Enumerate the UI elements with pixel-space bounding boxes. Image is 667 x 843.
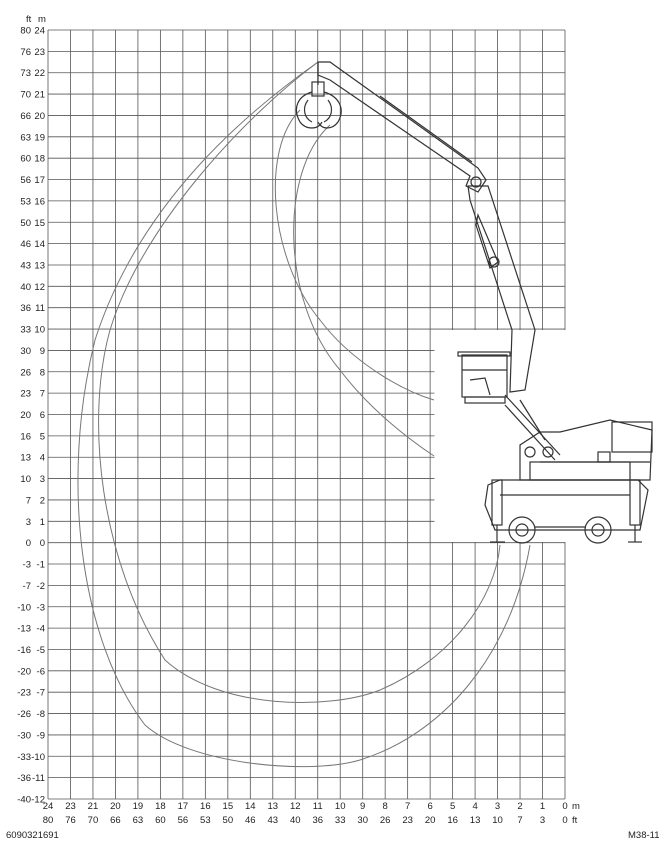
y-tick-label-ft: 10	[20, 474, 31, 486]
y-tick-label-ft: 33	[20, 324, 31, 336]
x-tick-label-m: 5	[449, 801, 456, 812]
y-tick-label-ft: 43	[20, 260, 31, 272]
y-tick-label-m: -10	[31, 751, 45, 763]
x-tick-label-ft: 23	[402, 815, 413, 826]
x-tick-label-ft: 66	[110, 815, 121, 826]
y-tick-label-m: -4	[36, 623, 45, 635]
y-tick-label-ft: 73	[20, 68, 31, 80]
y-tick-label-ft: -3	[22, 559, 31, 571]
x-tick-label-ft: 26	[379, 815, 391, 826]
y-tick-label-ft: 53	[20, 196, 31, 208]
x-axis-ft-unit: ft	[572, 815, 578, 826]
y-tick-label-m: -8	[36, 709, 45, 721]
y-tick-label-m: -11	[31, 773, 45, 785]
y-tick-label-ft: 76	[20, 46, 31, 58]
y-tick-label-ft: 36	[20, 303, 31, 315]
y-tick-label-m: 18	[34, 153, 45, 165]
y-tick-label-m: 1	[39, 516, 45, 528]
y-tick-label-m: 2	[39, 495, 45, 507]
y-tick-label-ft: 23	[20, 388, 31, 400]
y-tick-label-ft: 66	[20, 110, 31, 122]
x-tick-label-m: 1	[539, 801, 546, 812]
x-tick-label-m: 3	[494, 801, 501, 812]
y-tick-label-ft: 60	[20, 153, 31, 165]
x-tick-label-m: 21	[87, 801, 99, 812]
x-tick-label-ft: 60	[155, 815, 166, 826]
x-tick-label-ft: 16	[447, 815, 458, 826]
y-tick-label-ft: -10	[17, 602, 31, 614]
y-tick-label-ft: 16	[20, 431, 31, 443]
y-tick-label-ft: 56	[20, 175, 31, 187]
y-tick-label-ft: -36	[17, 773, 31, 785]
x-tick-label-ft: 56	[177, 815, 189, 826]
x-tick-label-ft: 3	[539, 815, 546, 826]
y-tick-label-m: 9	[39, 345, 45, 357]
y-tick-label-m: 14	[34, 239, 45, 251]
x-tick-label-ft: 10	[492, 815, 503, 826]
x-tick-label-ft: 20	[424, 815, 436, 826]
x-tick-label-m: 13	[267, 801, 279, 812]
y-tick-label-m: 16	[34, 196, 45, 208]
y-tick-label-m: 24	[34, 25, 45, 37]
y-tick-label-ft: -30	[17, 730, 31, 742]
y-tick-label-m: 17	[34, 175, 45, 187]
x-tick-label-ft: 0	[562, 815, 568, 826]
y-tick-label-m: -7	[36, 687, 45, 699]
y-tick-label-ft: -7	[22, 580, 31, 592]
x-tick-label-ft: 53	[200, 815, 211, 826]
y-tick-label-m: 19	[34, 132, 45, 144]
x-tick-label-m: 14	[245, 801, 256, 812]
x-tick-label-ft: 36	[312, 815, 324, 826]
x-tick-label-ft: 40	[289, 815, 301, 826]
x-tick-label-m: 18	[155, 801, 166, 812]
y-tick-label-ft: -20	[17, 666, 31, 678]
y-tick-label-m: -12	[31, 794, 45, 806]
y-tick-label-ft: -40	[17, 794, 31, 806]
x-tick-label-m: 16	[200, 801, 211, 812]
machine-cutout	[435, 330, 566, 542]
y-tick-label-m: 8	[39, 367, 45, 379]
x-tick-label-m: 10	[334, 801, 346, 812]
x-tick-label-m: 2	[517, 801, 523, 812]
y-tick-label-m: -1	[36, 559, 45, 571]
x-tick-label-m: 6	[427, 801, 433, 812]
y-tick-label-m: 5	[39, 431, 45, 443]
footer-left-code: 6090321691	[6, 830, 59, 841]
x-tick-label-m: 17	[177, 801, 189, 812]
x-tick-label-ft: 50	[222, 815, 234, 826]
x-tick-label-ft: 80	[42, 815, 54, 826]
y-tick-label-ft: -23	[17, 687, 31, 699]
y-tick-label-ft: 0	[25, 538, 31, 550]
y-tick-label-ft: 63	[20, 132, 31, 144]
x-tick-label-m: 19	[132, 801, 144, 812]
y-axis-m-unit: m	[38, 14, 46, 25]
y-tick-label-ft: 46	[20, 239, 31, 251]
y-tick-label-m: 13	[34, 260, 45, 272]
y-tick-label-m: 7	[39, 388, 45, 400]
y-tick-label-ft: 26	[20, 367, 31, 379]
y-tick-label-ft: 7	[25, 495, 31, 507]
x-tick-label-m: 20	[110, 801, 121, 812]
y-tick-label-ft: 13	[20, 452, 31, 464]
y-tick-label-ft: 3	[25, 516, 31, 528]
x-tick-label-ft: 63	[132, 815, 144, 826]
y-tick-label-ft: -33	[17, 751, 31, 763]
x-tick-label-ft: 13	[469, 815, 481, 826]
y-tick-label-ft: -13	[17, 623, 31, 635]
y-tick-label-m: -3	[36, 602, 45, 614]
x-tick-label-ft: 7	[517, 815, 523, 826]
x-tick-label-m: 0	[562, 801, 568, 812]
x-tick-label-m: 11	[312, 801, 323, 812]
y-tick-label-ft: -26	[17, 709, 31, 721]
y-tick-label-m: 23	[34, 46, 45, 58]
y-tick-label-m: 21	[34, 89, 45, 101]
x-tick-label-m: 4	[472, 801, 478, 812]
y-tick-label-m: -6	[36, 666, 45, 678]
y-tick-label-ft: 40	[20, 281, 31, 293]
y-tick-label-m: 0	[39, 538, 45, 550]
x-tick-label-m: 9	[360, 801, 366, 812]
y-tick-label-m: 15	[34, 217, 45, 229]
y-axis-ft-unit: ft	[26, 14, 32, 25]
x-axis-labels	[43, 801, 568, 826]
y-tick-label-m: -2	[36, 580, 45, 592]
grab-swing-curve-1	[275, 110, 434, 400]
x-tick-label-m: 12	[289, 801, 301, 812]
x-tick-label-m: 23	[65, 801, 76, 812]
y-tick-label-ft: 80	[20, 25, 31, 37]
x-tick-label-ft: 70	[87, 815, 99, 826]
x-tick-label-m: 8	[382, 801, 388, 812]
grab-attachment	[296, 62, 341, 128]
y-tick-label-m: 22	[34, 68, 45, 80]
y-tick-label-ft: 70	[20, 89, 31, 101]
y-tick-label-m: 12	[34, 281, 45, 293]
y-tick-label-m: -9	[36, 730, 45, 742]
x-tick-label-m: 7	[405, 801, 411, 812]
y-tick-label-ft: 50	[20, 217, 31, 229]
y-tick-label-m: 20	[34, 110, 45, 122]
x-tick-label-ft: 76	[65, 815, 76, 826]
y-axis-labels	[17, 26, 45, 806]
x-tick-label-ft: 43	[267, 815, 279, 826]
y-tick-label-m: 4	[39, 452, 45, 464]
x-tick-label-ft: 33	[334, 815, 346, 826]
x-tick-label-m: 15	[222, 801, 234, 812]
x-axis-m-unit: m	[572, 801, 580, 812]
y-tick-label-ft: -16	[17, 644, 31, 656]
stick-arm	[318, 62, 486, 192]
y-tick-label-ft: 20	[20, 410, 31, 421]
y-tick-label-m: 11	[35, 303, 45, 315]
footer-right-code: M38-11	[628, 830, 660, 841]
y-tick-label-ft: 30	[20, 345, 31, 357]
x-tick-label-ft: 30	[357, 815, 368, 826]
y-tick-label-m: -5	[36, 644, 45, 656]
x-tick-label-ft: 46	[245, 815, 256, 826]
y-tick-label-m: 6	[39, 410, 45, 421]
y-tick-label-m: 3	[39, 474, 45, 486]
x-tick-label-m: 24	[42, 801, 54, 812]
y-tick-label-m: 10	[34, 324, 45, 336]
grab-swing-curve-2	[294, 125, 434, 456]
